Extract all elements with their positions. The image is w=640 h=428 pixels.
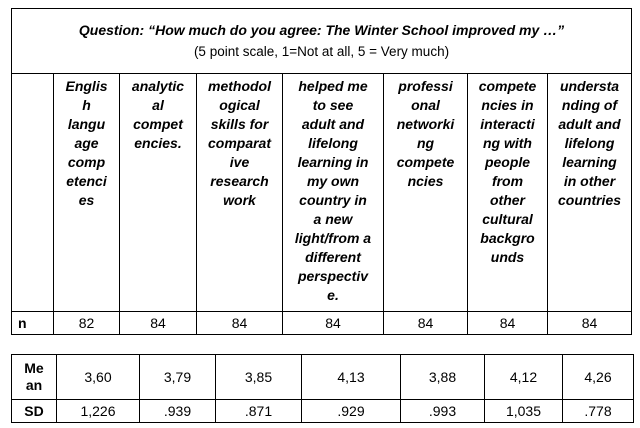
sd-value: .993 — [401, 400, 485, 423]
sd-value: .871 — [216, 400, 302, 423]
n-value: 84 — [548, 312, 632, 335]
mean-value: 3,79 — [140, 355, 216, 400]
mean-value: 4,12 — [485, 355, 563, 400]
header-empty — [12, 74, 54, 312]
n-value: 84 — [384, 312, 468, 335]
header-perspective: helped me to see adult and lifelong learning in my own country in a new light/from a different perspectiv e. — [283, 74, 384, 312]
n-value: 84 — [468, 312, 548, 335]
mean-value: 3,88 — [401, 355, 485, 400]
sd-label: SD — [12, 400, 57, 423]
header-analytical: analytic al compet encies. — [120, 74, 197, 312]
stats-table — [11, 354, 634, 423]
sd-value: .939 — [140, 400, 216, 423]
header-methodological: methodol ogical skills for comparat ive research work — [197, 74, 283, 312]
sd-value: 1,226 — [57, 400, 140, 423]
question-cell — [12, 9, 632, 74]
header-other-countries: understa nding of adult and lifelong learning in other countries — [548, 74, 632, 312]
mean-value: 4,26 — [563, 355, 634, 400]
scale-note: (5 point scale, 1=Not at all, 5 = Very much) — [193, 44, 450, 59]
n-value: 84 — [120, 312, 197, 335]
n-value: 82 — [54, 312, 120, 335]
n-value: 84 — [197, 312, 283, 335]
mean-value: 3,60 — [57, 355, 140, 400]
header-english: Englis h langu age comp etenci es — [54, 74, 120, 312]
question-title: Question: “How much do you agree: The Winter School improved my …” — [78, 22, 565, 38]
sd-value: .778 — [563, 400, 634, 423]
mean-label: Me an — [12, 355, 57, 400]
mean-value: 4,13 — [302, 355, 401, 400]
survey-table — [11, 8, 632, 335]
header-intercultural: compete ncies in interacti ng with people from other cultural backgro unds — [468, 74, 548, 312]
sd-value: 1,035 — [485, 400, 563, 423]
n-label: n — [12, 312, 54, 335]
mean-value: 3,85 — [216, 355, 302, 400]
n-value: 84 — [283, 312, 384, 335]
header-networking: professi onal networki ng compete ncies — [384, 74, 468, 312]
sd-value: .929 — [302, 400, 401, 423]
